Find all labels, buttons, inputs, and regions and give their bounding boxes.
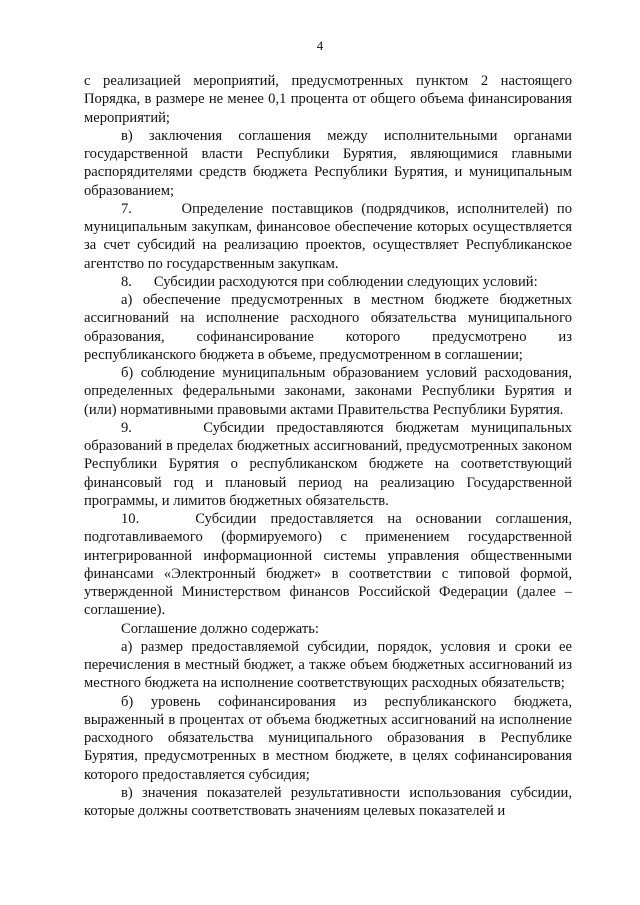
paragraph-agreement-contents: Соглашение должно содержать: [121,620,319,637]
paragraph-contents-v-indicators: в) значения показателей результативности использования субсидии, которые должны соответствовать значениям целевых показателей и [84,784,572,819]
paragraph-10-agreement-basis: 10. Субсидии предоставляется на основании соглашения, подготавливаемого (формируемого) с применением государственной интегрированной информационной системы управления общественными финансами «Электронный бюджет» в соответствии с типовой формой, утвержденной Министерством финансов Российской Федерации (далее – соглашение). [84,511,572,619]
paragraph-item-v-agreement: в) заключения соглашения между исполнительными органами государственной власти Республики Бурятия, являющимися главными распорядителями средств бюджета Республики Бурятия, и муниципальным образованием; [84,127,572,199]
page-number: 4 [316,38,324,53]
paragraph-continuation: с реализацией мероприятий, предусмотренных пунктом 2 настоящего Порядка, в размере не менее 0,1 процента от общего объема финансирования мероприятий; [84,73,572,126]
paragraph-8a-budget-allocations: а) обеспечение предусмотренных в местном бюджете бюджетных ассигнований на исполнение расходного обязательства муниципального образования, софинансирование которого предусмотрено из республиканского бюджета в объеме, предусмотренном в соглашении; [84,292,572,363]
paragraph-8-conditions: 8. Субсидии расходуются при соблюдении следующих условий: [121,273,538,290]
paragraph-contents-a-size: а) размер предоставляемой субсидии, порядок, условия и сроки ее перечисления в местный бюджет, а также объем бюджетных ассигнований из местного бюджета на исполнение соответствующих расходных обязательств; [84,638,572,692]
paragraph-8b-compliance: б) соблюдение муниципальным образованием условий расходования, определенных федеральными законами, законами Республики Бурятия и (или) нормативными правовыми актами Правительства Республики Бурятия. [84,365,572,418]
paragraph-9-provision: 9. Субсидии предоставляются бюджетам муниципальных образований в пределах бюджетных ассигнований, предусмотренных законом Республики Бурятия о республиканском бюджете на соответствующий финансовый год и плановый период на реализацию Государственной программы, и лимитов бюджетных обязательств. [84,419,572,509]
paragraph-7-suppliers: 7. Определение поставщиков (подрядчиков, исполнителей) по муниципальным закупкам, финансовое обеспечение которых осуществляется за счет субсидий на реализацию проектов, осуществляет Республиканское агентство по государственным закупкам. [84,200,572,272]
document-body [84,72,572,820]
paragraph-contents-b-cofinancing: б) уровень софинансирования из республиканского бюджета, выраженный в процентах от объема бюджетных ассигнований на исполнение расходного обязательства муниципального образования в Республике Бурятия, предусмотренных в местном бюджете, в целях софинансирования которого предоставляется субсидия; [84,693,572,783]
